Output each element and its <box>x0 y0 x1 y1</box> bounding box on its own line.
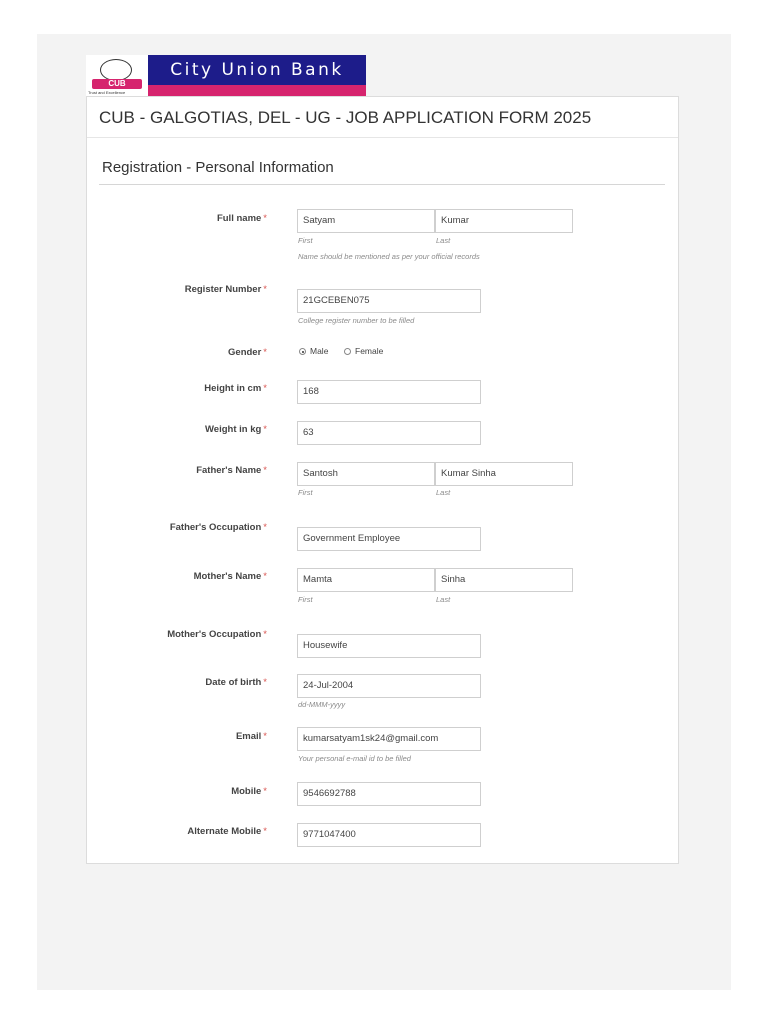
weight-input[interactable]: 63 <box>297 421 481 445</box>
mothers-name-first-caption: First <box>298 595 313 604</box>
fathers-occupation-input[interactable]: Government Employee <box>297 527 481 551</box>
full-name-last-caption: Last <box>436 236 451 245</box>
bank-emblem <box>86 55 148 97</box>
title-divider <box>87 137 678 138</box>
date-of-birth-label: Date of birth * <box>205 677 267 688</box>
date-of-birth-input[interactable]: 24-Jul-2004 <box>297 674 481 698</box>
mobile-input[interactable]: 9546692788 <box>297 782 481 806</box>
full-name-help: Name should be mentioned as per your official records <box>298 252 480 261</box>
section-divider <box>99 184 665 185</box>
gender-female-radio[interactable]: Female <box>344 346 383 356</box>
mothers-name-label: Mother's Name * <box>193 571 267 582</box>
email-input[interactable]: kumarsatyam1sk24@gmail.com <box>297 727 481 751</box>
alternate-mobile-input[interactable]: 9771047400 <box>297 823 481 847</box>
gender-male-radio[interactable]: Male <box>299 346 328 356</box>
fathers-name-label: Father's Name * <box>196 465 267 476</box>
email-help: Your personal e-mail id to be filled <box>298 754 411 763</box>
fathers-name-first-caption: First <box>298 488 313 497</box>
radio-unselected-icon <box>344 348 351 355</box>
mothers-name-last-input[interactable]: Sinha <box>435 568 573 592</box>
full-name-first-input[interactable]: Satyam <box>297 209 435 233</box>
fathers-name-last-caption: Last <box>436 488 451 497</box>
mothers-occupation-label: Mother's Occupation * <box>167 629 267 640</box>
mothers-name-first-input[interactable]: Mamta <box>297 568 435 592</box>
fathers-name-first-input[interactable]: Santosh <box>297 462 435 486</box>
form-card <box>86 96 679 864</box>
fathers-name-last-input[interactable]: Kumar Sinha <box>435 462 573 486</box>
fathers-occupation-label: Father's Occupation * <box>169 522 267 533</box>
radio-selected-icon <box>299 348 306 355</box>
full-name-first-caption: First <box>298 236 313 245</box>
weight-label: Weight in kg * <box>205 424 267 435</box>
full-name-last-input[interactable]: Kumar <box>435 209 573 233</box>
register-number-label: Register Number * <box>184 284 267 295</box>
bank-logo <box>86 55 366 97</box>
register-number-input[interactable]: 21GCEBEN075 <box>297 289 481 313</box>
alternate-mobile-label: Alternate Mobile * <box>187 826 267 837</box>
mothers-name-last-caption: Last <box>436 595 451 604</box>
bank-name: City Union Bank <box>148 55 366 85</box>
mothers-occupation-input[interactable]: Housewife <box>297 634 481 658</box>
gender-label: Gender * <box>228 347 267 358</box>
mobile-label: Mobile * <box>231 786 267 797</box>
date-of-birth-help: dd-MMM-yyyy <box>298 700 346 709</box>
emblem-cub-text: CUB <box>92 79 142 89</box>
email-label: Email * <box>235 731 267 742</box>
emblem-seal-icon <box>100 59 132 81</box>
form-title: CUB - GALGOTIAS, DEL - UG - JOB APPLICATION FORM 2025 <box>99 108 592 127</box>
full-name-label: Full name * <box>216 213 267 224</box>
emblem-tagline: Trust and Excellence <box>88 90 126 95</box>
height-input[interactable]: 168 <box>297 380 481 404</box>
register-number-help: College register number to be filled <box>298 316 415 325</box>
height-label: Height in cm * <box>204 383 267 394</box>
section-title: Registration - Personal Information <box>102 159 334 176</box>
